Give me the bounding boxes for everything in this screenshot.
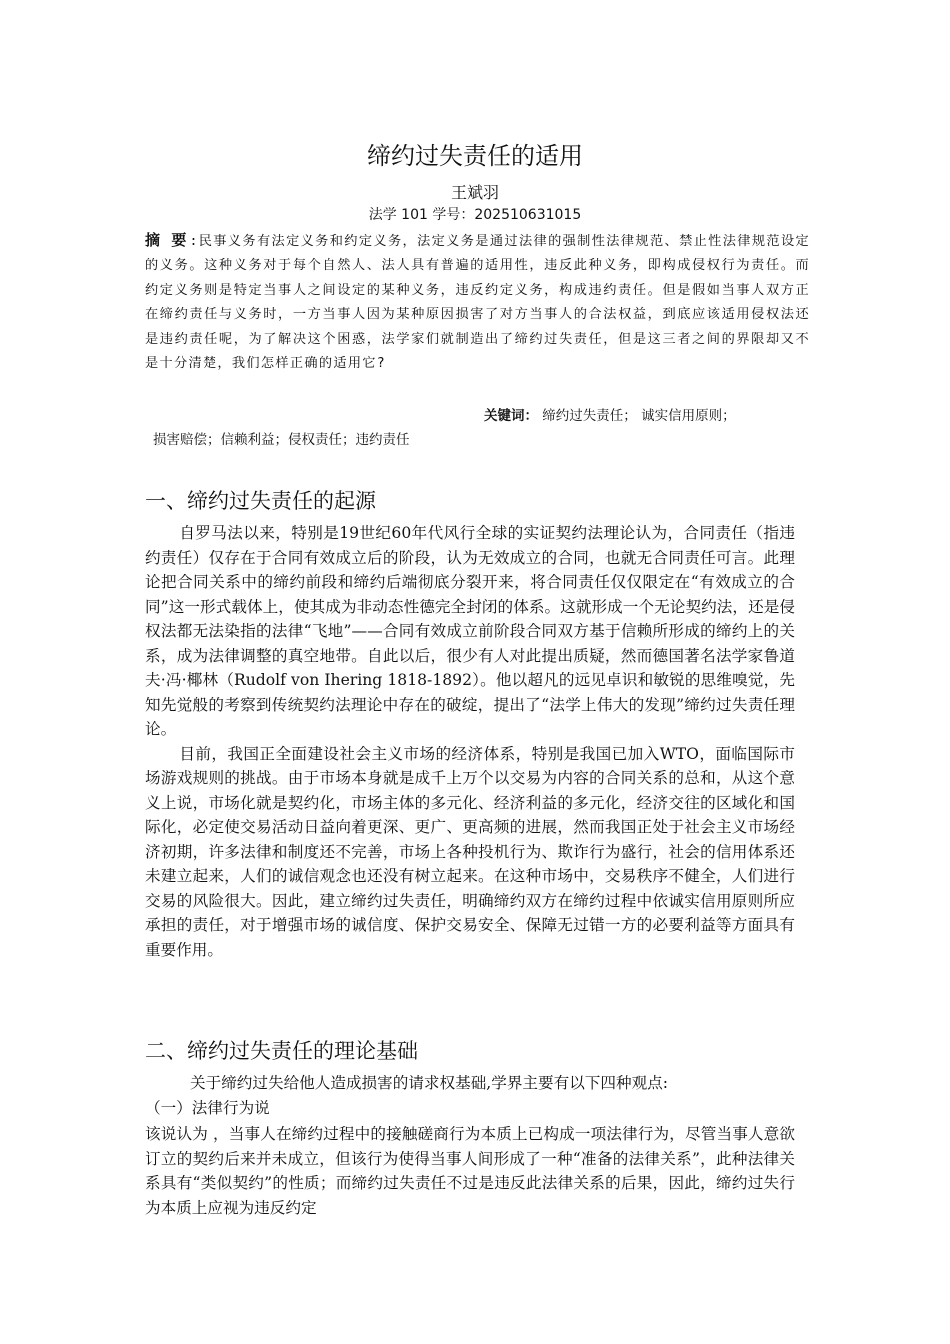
section-heading-theory: 二、缔约过失责任的理论基础 <box>145 1039 418 1063</box>
abstract <box>145 228 810 376</box>
author-name: 王斌羽 <box>450 183 499 202</box>
student-info: 法学 101 学号：202510631015 <box>368 207 582 223</box>
section-heading-origin: 一、缔约过失责任的起源 <box>145 489 376 513</box>
keywords-label: 关键词： <box>484 408 538 424</box>
section-body-theory <box>145 1122 795 1220</box>
keywords-text-1: 缔约过失责任； 诚实信用原则； <box>542 408 736 424</box>
page-title: 缔约过失责任的适用 <box>367 142 583 170</box>
keywords-line-1 <box>484 404 814 424</box>
section-body-origin <box>145 521 795 962</box>
abstract-text: :民事义务有法定义务和约定义务，法定义务是通过法律的强制性法律规范、禁止性法律规范设定的义务。这种义务对于每个自然人、法人具有普遍的适用性，违反此种义务，即构成侵权行为责任。而约定义务则是特定当事人之间设定的某种义务，违反约定义务，构成违约责任。但是假如当事人双方正在缔约责任与义务时，一方当事人因为某种原因损害了对方当事人的合法权益，到底应该适用侵权法还是违约责任呢，为了解决这个困惑，法学家们就制造出了缔约过失责任，但是这三者之间的界限却又不是十分清楚，我们怎样正确的适用它? <box>145 234 810 372</box>
paragraph: 目前，我国正全面建设社会主义市场的经济体系，特别是我国已加入WTO，面临国际市场游戏规则的挑战。由于市场本身就是成千上万个以交易为内容的合同关系的总和，从这个意义上说，市场化就是契约化，市场主体的多元化、经济利益的多元化，经济交往的区域化和国际化，必定使交易活动日益向着更深、更广、更高频的进展，然而我国正处于社会主义市场经济初期，许多法律和制度还不完善，市场上各种投机行为、欺诈行为盛行，社会的信用体系还未建立起来，人们的诚信观念也还没有树立起来。在这种市场中，交易秩序不健全，人们进行交易的风险很大。因此，建立缔约过失责任，明确缔约双方在缔约过程中依诚实信用原则所应承担的责任，对于增强市场的诚信度、保护交易安全、保障无过错一方的必要利益等方面具有重要作用。 <box>145 744 795 959</box>
keywords-line-2: 损害赔偿；信赖利益；侵权责任；违约责任 <box>153 432 410 448</box>
subsection-heading: （一）法律行为说 <box>145 1099 270 1117</box>
section-lead: 关于缔约过失给他人造成损害的请求权基础,学界主要有以下四种观点: <box>190 1074 669 1092</box>
abstract-label: 摘 要 <box>145 231 190 249</box>
paragraph: 该说认为 ，当事人在缔约过程中的接触磋商行为本质上已构成一项法律行为，尽管当事人意欲订立的契约后来并未成立，但该行为使得当事人间形成了一种“准备的法律关系”，此种法律关系具有“类似契约”的性质；而缔约过失责任不过是违反此法律关系的后果，因此，缔约过失行为本质上应视为违反约定 <box>145 1125 795 1217</box>
paragraph: 自罗马法以来，特别是19世纪60年代风行全球的实证契约法理论认为，合同责任（指违约责任）仅存在于合同有效成立后的阶段，认为无效成立的合同，也就无合同责任可言。此理论把合同关系中的缔约前段和缔约后端彻底分裂开来，将合同责任仅仅限定在“有效成立的合同”这一形式载体上，使其成为非动态性德完全封闭的体系。这就形成一个无论契约法，还是侵权法都无法染指的法律“飞地”——合同有效成立前阶段合同双方基于信赖所形成的缔约上的关系，成为法律调整的真空地带。自此以后，很少有人对此提出质疑，然而德国著名法学家鲁道夫·冯·椰林（Rudolf von Ihering 1818-1892）。他以超凡的远见卓识和敏锐的思维嗅觉，先知先觉般的考察到传统契约法理论中存在的破绽，提出了“法学上伟大的发现”缔约过失责任理论。 <box>145 524 795 738</box>
